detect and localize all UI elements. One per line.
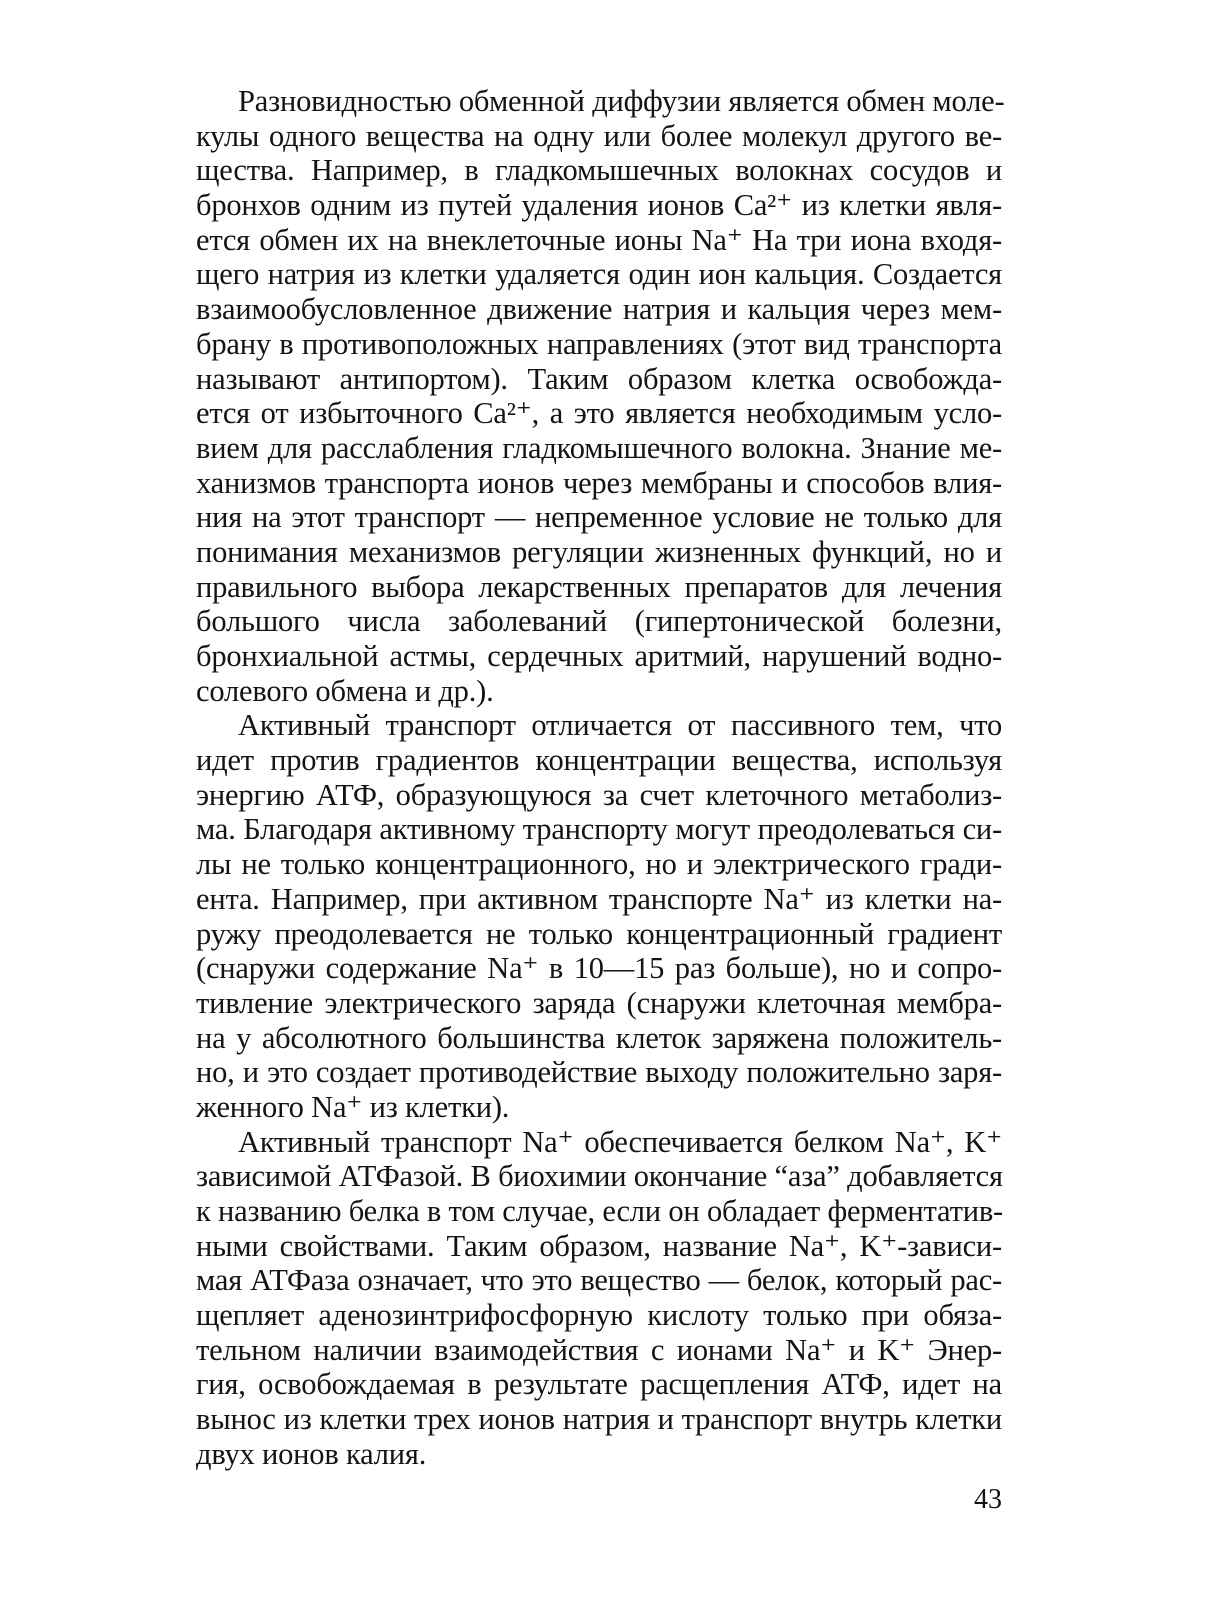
text-line: правильного выбора лекарственных препаратов для лечения <box>196 569 1002 604</box>
text-line: гия, освобождаемая в результате расщепления АТФ, идет на <box>196 1367 1002 1402</box>
text-line: кулы одного вещества на одну или более молекул другого ве- <box>196 118 1002 153</box>
text-line: тельном наличии взаимодействия с ионами Na⁺ и K⁺ Энер- <box>196 1332 1002 1367</box>
text-line: лы не только концентрационного, но и электрического гради- <box>196 847 1002 882</box>
text-line: бронхов одним из путей удаления ионов Са²⁺ из клетки явля- <box>196 188 1002 223</box>
body-text <box>196 84 1005 1472</box>
text-line: понимания механизмов регуляции жизненных функций, но и <box>196 534 1002 569</box>
text-line: взаимообусловленное движение натрия и кальция через мем- <box>196 292 1002 327</box>
text-line: щего натрия из клетки удаляется один ион кальция. Создается <box>196 257 1002 292</box>
text-line: ма. Благодаря активному транспорту могут преодолеваться си- <box>196 812 1002 847</box>
text-line: вием для расслабления гладкомышечного волокна. Знание ме- <box>196 430 1002 465</box>
text-line: зависимой АТФазой. В биохимии окончание “аза” добавляется <box>196 1159 1003 1194</box>
text-line: мая АТФаза означает, что это вещество — белок, который рас- <box>196 1263 1002 1298</box>
text-line: Разновидностью обменной диффузии является обмен моле- <box>238 84 1005 118</box>
text-line: ружу преодолевается не только концентрационный градиент <box>196 916 1002 951</box>
text-line: идет против градиентов концентрации вещества, используя <box>196 743 1002 778</box>
text-line: большого числа заболеваний (гипертонической болезни, <box>196 604 1002 639</box>
text-line: женного Na⁺ из клетки). <box>196 1089 510 1124</box>
text-line: на у абсолютного большинства клеток заряжена положитель- <box>196 1020 1002 1055</box>
text-line: ными свойствами. Таким образом, название Na⁺, K⁺-зависи- <box>196 1228 1002 1263</box>
text-line: щепляет аденозинтрифосфорную кислоту только при обяза- <box>196 1298 1002 1333</box>
text-line: ния на этот транспорт — непременное условие не только для <box>196 500 1002 535</box>
text-line: Активный транспорт Na⁺ обеспечивается белком Na⁺, K⁺ <box>238 1124 1002 1159</box>
text-line: ется обмен их на внеклеточные ионы Na⁺ На три иона входя- <box>196 222 1002 257</box>
text-line: брану в противоположных направлениях (этот вид транспорта <box>196 326 1002 361</box>
text-line: (снаружи содержание Na⁺ в 10—15 раз больше), но и сопро- <box>196 951 1002 986</box>
text-line: вынос из клетки трех ионов натрия и транспорт внутрь клетки <box>196 1402 1002 1437</box>
text-line: к названию белка в том случае, если он обладает ферментатив- <box>196 1194 1003 1228</box>
text-line: ется от избыточного Са²⁺, а это является необходимым усло- <box>196 396 1002 431</box>
text-line: Активный транспорт отличается от пассивного тем, что <box>238 708 1002 743</box>
page-number: 43 <box>974 1484 1002 1515</box>
text-line: энергию АТФ, образующуюся за счет клеточного метаболиз- <box>196 777 1002 812</box>
text-line: солевого обмена и др.). <box>196 673 494 708</box>
text-line: тивление электрического заряда (снаружи клеточная мембра- <box>196 985 1002 1020</box>
text-line: но, и это создает противодействие выходу положительно заря- <box>196 1055 1002 1090</box>
text-line: щества. Например, в гладкомышечных волокнах сосудов и <box>196 153 1002 188</box>
text-line: ханизмов транспорта ионов через мембраны и способов влия- <box>196 465 1002 500</box>
text-line: двух ионов калия. <box>196 1436 427 1471</box>
text-line: называют антипортом). Таким образом клетка освобожда- <box>196 361 1002 396</box>
text-line: ента. Например, при активном транспорте Na⁺ из клетки на- <box>196 881 1002 916</box>
text-line: бронхиальной астмы, сердечных аритмий, нарушений водно- <box>196 639 1002 673</box>
